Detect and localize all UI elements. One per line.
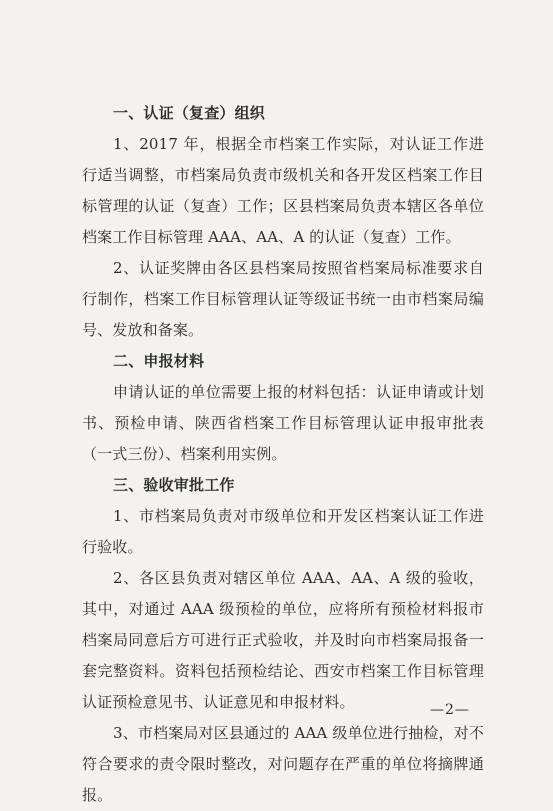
paragraph-city-acceptance: 1、市档案局负责对市级单位和开发区档案认证工作进行验收。 — [82, 507, 484, 556]
document-body — [82, 98, 484, 811]
paragraph-district-acceptance: 2、各区县负责对辖区单位 AAA、AA、A 级的验收，其中，对通过 AAA 级预检的单位，应将所有预检材料报市档案局同意后方可进行正式验收，并及时向市档案局报备一套完整资料。资料包括预检结论、西安市档案工作目标管理认证预检意见书、认证意见和申报材料。 — [82, 569, 484, 711]
paragraph-spot-check: 3、市档案局对区县通过的 AAA 级单位进行抽检，对不符合要求的责令限时整改，对问题存在严重的单位将摘牌通报。 — [82, 724, 484, 804]
paragraph-materials: 申请认证的单位需要上报的材料包括：认证申请或计划书、预检申请、陕西省档案工作目标管理认证申报审批表（一式三份）、档案利用实例。 — [82, 383, 484, 463]
section-heading-organization: 一、认证（复查）组织 — [113, 104, 266, 122]
section-heading-acceptance: 三、验收审批工作 — [113, 476, 235, 494]
section-heading-materials: 二、申报材料 — [113, 352, 205, 370]
page-number: —2— — [430, 702, 470, 718]
paragraph-adjustment: 1、2017 年，根据全市档案工作实际，对认证工作进行适当调整，市档案局负责市级机关和各开发区档案工作目标管理的认证（复查）工作；区县档案局负责本辖区各单位档案工作目标管理 AAA、AA、A 的认证（复查）工作。 — [82, 135, 484, 246]
paragraph-plaque: 2、认证奖牌由各区县档案局按照省档案局标准要求自行制作，档案工作目标管理认证等级证书统一由市档案局编号、发放和备案。 — [82, 259, 484, 339]
